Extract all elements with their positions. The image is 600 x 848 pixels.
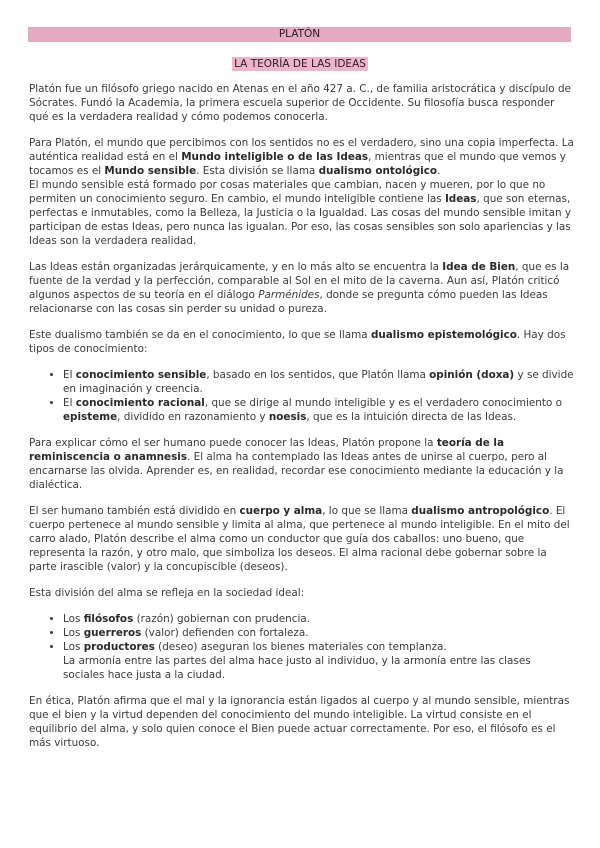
italic-term: Parménides [258,289,320,301]
paragraph-dualismo-epistemologico: Este dualismo también se da en el conocimiento, lo que se llama dualismo epistemológico. Hay dos tipos de conocimiento: [29,329,566,355]
paragraph-etica: En ética, Platón afirma que el mal y la ignorancia están ligados al cuerpo y al mundo sensible, mientras que el bien y la virtud dependen del conocimiento del mundo inteligible. La virtud consiste en el equilibrio del alma, y solo quien conoce el Bien puede actuar correctamente. Por eso, el filósofo es el más virtuoso. [29,695,570,749]
page-title-text: PLATÓN [278,28,321,40]
bold-term: conocimiento sensible [75,369,207,381]
list-item: • Los productores (deseo) aseguran los bienes materiales con templanza. [63,640,574,654]
bold-term: noesis [268,411,307,423]
paragraph-dualismo-ontologico: Para Platón, el mundo que percibimos con los sentidos no es el verdadero, sino una copia imperfecta. La auténtica realidad está en el Mundo inteligible o de las Ideas, mientras que el mundo que vemos y tocamos es el Mundo sensible. Esta división se llama dualismo ontológico. [29,137,574,177]
bold-term: episteme [63,411,118,423]
list-item: • Los filósofos (razón) gobiernan con prudencia. [63,612,574,626]
bold-term: dualismo ontológico [318,165,437,177]
bold-term: opinión (doxa) [429,369,515,381]
paragraph-idea-de-bien: Las Ideas están organizadas jerárquicamente, y en lo más alto se encuentra la Idea de Bien, que es la fuente de la verdad y la perfección, comparable al Sol en el mito de la caverna. Aun así, Platón criticó algunos aspectos de su teoría en el diálogo Parménides, donde se pregunta cómo pueden las Ideas relacionarse con las cosas sin perder su unidad o pureza. [29,261,570,315]
paragraph-dualismo-antropologico: El ser humano también está dividido en cuerpo y alma, lo que se llama dualismo antropológico. El cuerpo pertenece al mundo sensible y limita al alma, que pertenece al mundo inteligible. En el mito del carro alado, Platón describe el alma como un conductor que guía dos caballos: uno bueno, que representa la razón, y otro malo, que simboliza los deseos. El alma racional debe gobernar sobre la parte irascible (valor) y la concupiscible (deseos). [29,505,570,573]
list-item: • El conocimiento sensible, basado en los sentidos, que Platón llama opinión (doxa) y se divide en imaginación y creencia. [63,368,574,396]
bold-term: dualismo epistemológico [370,329,517,341]
list-item: • Los guerreros (valor) defienden con fortaleza. [63,626,574,640]
bold-term: productores [83,641,155,653]
list-conocimiento [29,368,574,424]
paragraph-sociedad-ideal: Esta división del alma se refleja en la sociedad ideal: [29,587,305,599]
bold-term: Ideas [444,193,477,205]
page-title [28,27,571,42]
paragraph-intro: Platón fue un filósofo griego nacido en Atenas en el año 427 a. C., de familia aristocrática y discípulo de Sócrates. Fundó la Academia, la primera escuela superior de Occidente. Su filosofía busca responder qué es la verdadera realidad y cómo podemos conocerla. [29,83,571,123]
bold-term: conocimiento racional [75,397,205,409]
section-title: LA TEORÍA DE LAS IDEAS [234,58,366,70]
paragraph-reminiscencia: Para explicar cómo el ser humano puede conocer las Ideas, Platón propone la teoría de la reminiscencia o anamnesis. El alma ha contemplado las Ideas antes de unirse al cuerpo, pero al encarnarse las olvida. Aprender es, en realidad, recordar ese conocimiento mediante la educación y la dialéctica. [29,437,564,491]
bold-term: filósofos [83,613,134,625]
bold-term: teoría de la reminiscencia o anamnesis [29,437,504,463]
paragraph-mundo-sensible: El mundo sensible está formado por cosas materiales que cambian, nacen y mueren, por lo que no permiten un conocimiento seguro. En cambio, el mundo inteligible contiene las Ideas, que son eternas, perfectas e inmutables, como la Belleza, la Justicia o la Igualdad. Las cosas del mundo sensible imitan y participan de estas Ideas, pero nunca las igualan. Por eso, las cosas sensibles son solo apariencias y las Ideas son la verdadera realidad. [29,179,572,247]
bold-term: guerreros [83,627,142,639]
document-body [29,82,574,762]
list-sociedad [29,612,574,682]
bold-term: Mundo inteligible o de las Ideas [181,151,369,163]
bold-term: Mundo sensible [104,165,197,177]
list-note: La armonía entre las partes del alma hace justo al individuo, y la armonía entre las clases sociales hace justa a la ciudad. [63,655,531,681]
bold-term: cuerpo y alma [239,505,323,517]
bold-term: dualismo antropológico [411,505,550,517]
list-item: • El conocimiento racional, que se dirige al mundo inteligible y es el verdadero conocimiento o episteme, dividido en razonamiento y noesis, que es la intuición directa de las Ideas. [63,396,574,424]
bold-term: Idea de Bien [442,261,516,273]
section-title-wrap [0,52,600,71]
